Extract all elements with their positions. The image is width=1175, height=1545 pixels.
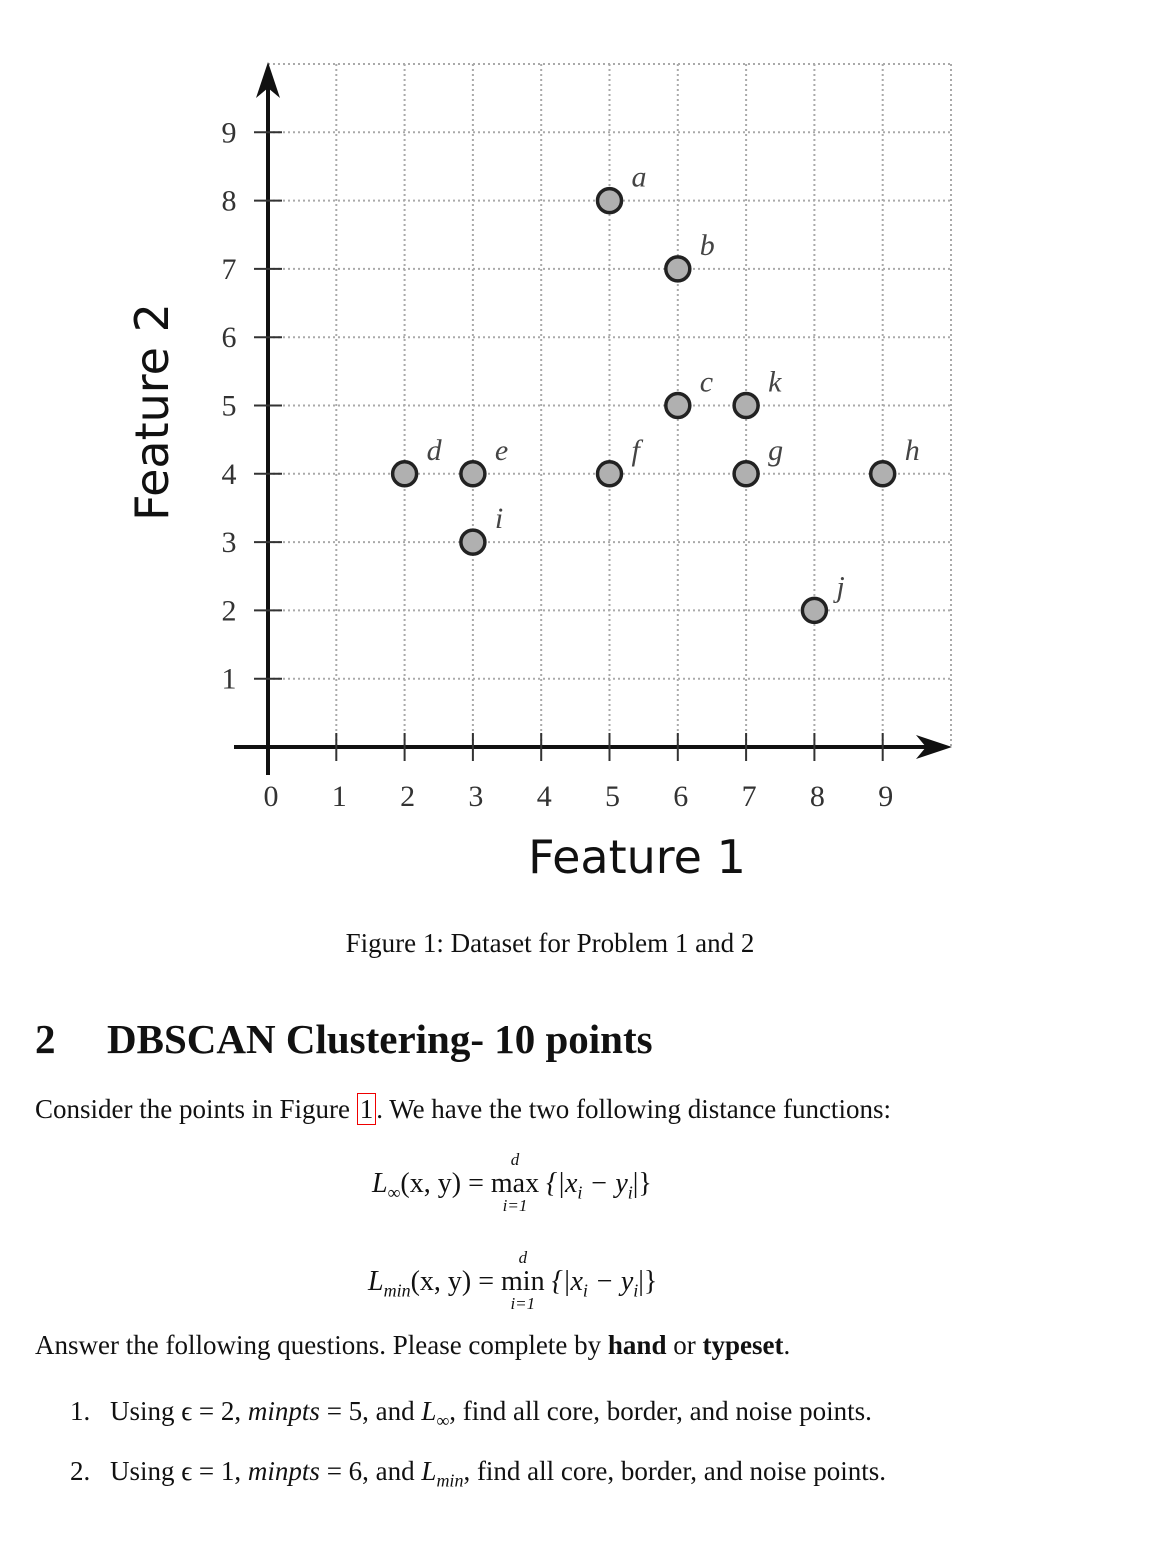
point-label-h: h [904, 433, 920, 467]
eq-op-sup: d [510, 1150, 520, 1169]
x-tick-label: 2 [400, 780, 416, 813]
data-point-h [871, 462, 895, 486]
point-label-f: f [631, 433, 640, 467]
eq-op-sup: d [518, 1248, 528, 1267]
x-tick-label: 7 [741, 780, 757, 813]
x-tick-label: 8 [809, 780, 825, 813]
eq-idx: i [582, 1280, 588, 1301]
eq-mid: − y [587, 1266, 634, 1297]
question-metric-sub: min [436, 1470, 464, 1491]
y-tick-label: 8 [221, 184, 237, 218]
intro-text-end: . We have the two following distance functions: [376, 1094, 891, 1124]
section-title: DBSCAN Clustering- 10 points [107, 1016, 653, 1062]
point-label-e: e [494, 433, 509, 467]
figure-ref-link[interactable]: 1 [357, 1093, 377, 1125]
x-tick-label: 3 [468, 780, 484, 813]
x-tick-label: 6 [673, 780, 689, 813]
y-tick-label: 4 [221, 457, 237, 491]
question-minpts: minpts [247, 1396, 320, 1426]
answer-text-mid: or [666, 1330, 703, 1360]
question-text: , find all core, border, and noise points. [463, 1456, 886, 1486]
figure-caption: Figure 1: Dataset for Problem 1 and 2 [345, 928, 755, 958]
question-text: = 6, and [319, 1456, 422, 1486]
answer-bold-hand: hand [607, 1330, 667, 1360]
eq-op-sub: i=1 [510, 1294, 536, 1313]
point-label-b: b [699, 228, 715, 262]
eq-end: |} [638, 1266, 658, 1297]
point-label-j: j [836, 570, 845, 604]
eq-op: min [501, 1266, 545, 1297]
question-text: , find all core, border, and noise points. [449, 1396, 872, 1426]
data-point-a [598, 189, 622, 213]
eq-symbol: L [368, 1266, 384, 1297]
y-tick-label: 9 [221, 116, 237, 150]
eq-symbol: L [372, 1168, 388, 1199]
question-number: 2. [70, 1456, 91, 1486]
point-label-d: d [426, 433, 442, 467]
x-tick-label: 1 [331, 780, 347, 813]
data-point-g [734, 462, 758, 486]
y-tick-label: 1 [221, 662, 237, 696]
eq-args: (x, y) = [410, 1266, 502, 1297]
eq-operator [490, 1150, 540, 1215]
data-point-b [666, 257, 690, 281]
eq-sub: min [383, 1280, 411, 1301]
question-text: Using ϵ = 2, [110, 1396, 248, 1426]
data-point-j [802, 598, 826, 622]
data-point-c [666, 394, 690, 418]
intro-paragraph [35, 1094, 891, 1125]
question-number: 1. [70, 1396, 91, 1426]
question-metric: L [421, 1396, 437, 1426]
x-axis-label: Feature 1 [528, 830, 746, 884]
eq-rhs: {|x [544, 1266, 583, 1297]
question-metric-sub: ∞ [436, 1410, 450, 1431]
data-point-d [393, 462, 417, 486]
eq-mid: − y [582, 1168, 628, 1199]
question-minpts: minpts [247, 1456, 320, 1486]
eq-end: |} [632, 1168, 652, 1199]
answer-text: Answer the following questions. Please complete by [35, 1330, 608, 1360]
intro-text: Consider the points in Figure [35, 1094, 357, 1124]
x-tick-label: 9 [878, 780, 894, 813]
answer-text-end: . [783, 1330, 791, 1360]
answer-instructions [35, 1330, 790, 1361]
eq-operator [501, 1248, 545, 1313]
equation-lmin [368, 1248, 658, 1313]
x-tick-label: 5 [605, 780, 620, 813]
eq-idx: i [577, 1182, 583, 1203]
point-label-a: a [631, 160, 647, 194]
data-point-k [734, 394, 758, 418]
section-number: 2 [35, 1016, 56, 1062]
equation-linf [372, 1150, 652, 1215]
section-heading [35, 1015, 653, 1063]
x-tick-label: 4 [536, 780, 552, 813]
y-tick-label: 2 [221, 594, 237, 628]
y-tick-label: 7 [221, 252, 237, 286]
data-point-i [461, 530, 485, 554]
eq-op-sub: i=1 [502, 1196, 528, 1215]
eq-idx2: i [633, 1280, 639, 1301]
point-label-k: k [768, 365, 782, 399]
point-label-i: i [494, 502, 504, 536]
eq-idx2: i [627, 1182, 633, 1203]
data-point-f [598, 462, 622, 486]
eq-args: (x, y) = [400, 1168, 491, 1199]
question-1 [70, 1396, 872, 1431]
eq-sub: ∞ [387, 1182, 401, 1203]
question-2 [70, 1456, 886, 1491]
question-text: = 5, and [319, 1396, 422, 1426]
y-tick-label: 3 [221, 526, 237, 560]
point-label-c: c [699, 365, 714, 399]
x-tick-label: 0 [263, 780, 279, 813]
y-tick-label: 6 [221, 321, 237, 355]
data-point-e [461, 462, 485, 486]
question-text: Using ϵ = 1, [110, 1456, 248, 1486]
y-tick-label: 5 [221, 389, 237, 423]
question-metric: L [421, 1456, 437, 1486]
eq-op: max [490, 1168, 540, 1199]
eq-rhs: {|x [539, 1168, 578, 1199]
y-axis-label: Feature 2 [125, 303, 179, 521]
answer-bold-typeset: typeset [702, 1330, 784, 1360]
point-label-g: g [768, 433, 784, 467]
